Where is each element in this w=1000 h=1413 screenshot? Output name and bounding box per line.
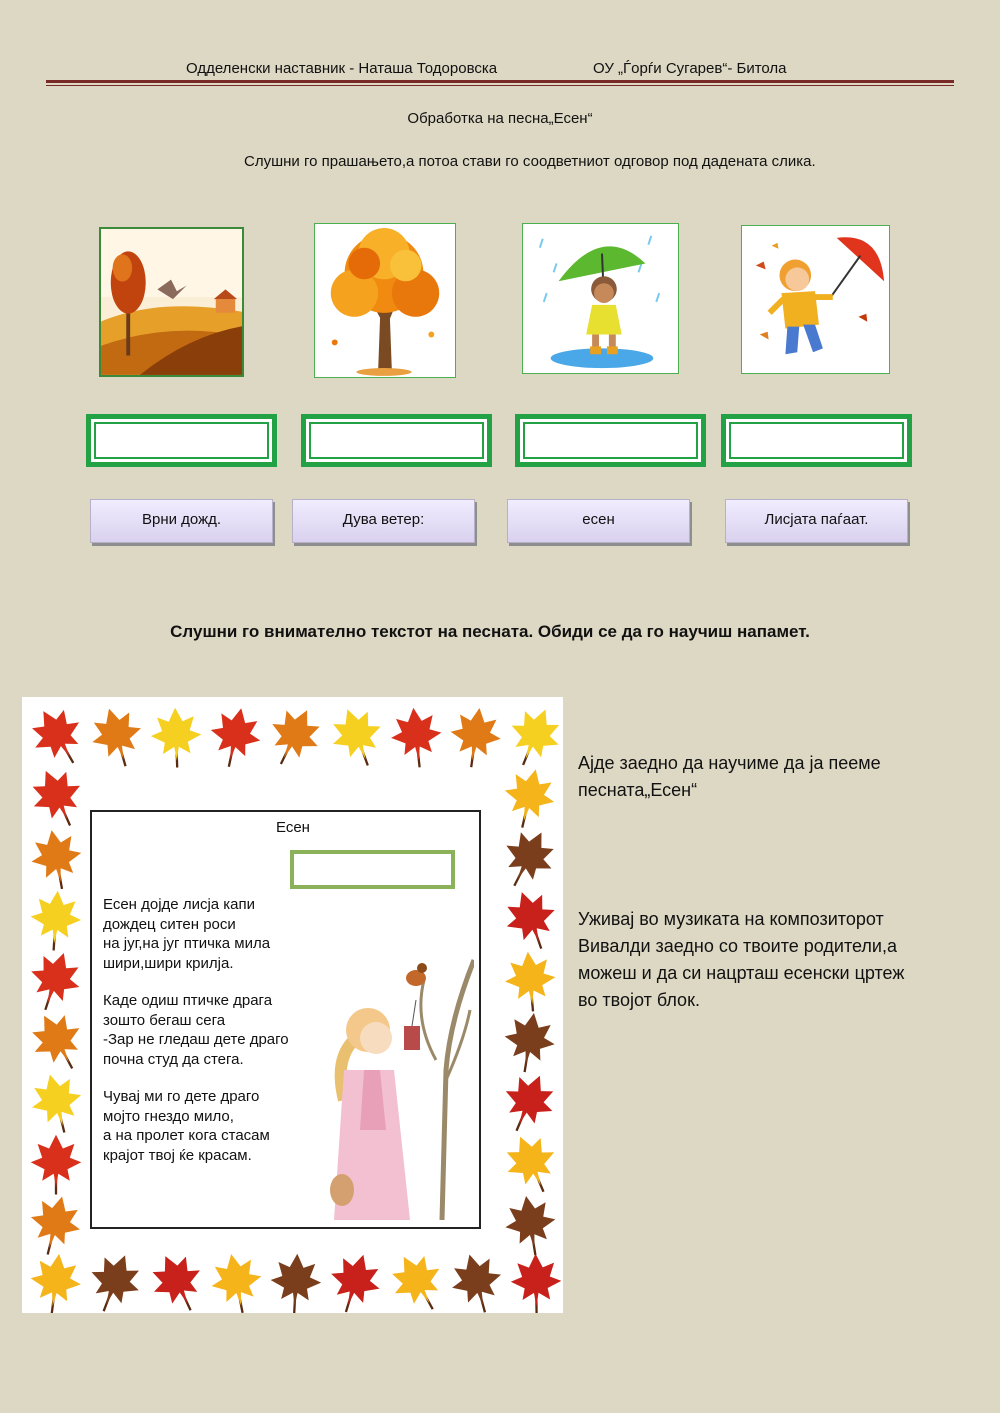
poem-line: -Зар не гледаш дете драго xyxy=(103,1031,289,1048)
girl-umbrella-rain-icon xyxy=(523,224,678,373)
picture-autumn-tree xyxy=(314,223,456,378)
answer-box-2[interactable] xyxy=(301,414,492,467)
autumn-landscape-icon xyxy=(101,229,242,375)
maple-leaf-icon xyxy=(80,1246,149,1313)
maple-leaf-icon xyxy=(445,1248,509,1313)
maple-leaf-icon xyxy=(500,1009,559,1076)
maple-leaf-icon xyxy=(498,764,561,834)
answer-box-1[interactable] xyxy=(86,414,277,467)
poem-line: почна студ да стега. xyxy=(103,1050,244,1068)
maple-leaf-icon xyxy=(27,1251,85,1313)
poem-line: дождец ситен роси xyxy=(103,915,236,933)
maple-leaf-icon xyxy=(269,1252,323,1313)
maple-leaf-icon xyxy=(23,1190,87,1260)
maple-leaf-icon xyxy=(500,700,563,774)
poem-line: Есен дојде лисја капи xyxy=(103,896,256,913)
maple-leaf-icon xyxy=(388,705,445,770)
answer-box-3[interactable] xyxy=(515,414,706,467)
header-rule xyxy=(46,80,954,83)
maple-leaf-icon xyxy=(503,950,559,1014)
poem-line: Каде одиш птичке драга xyxy=(103,992,273,1009)
maple-leaf-icon xyxy=(497,1127,563,1202)
maple-leaf-icon xyxy=(142,1245,213,1313)
maple-leaf-icon xyxy=(22,1004,95,1081)
poem-answer-box[interactable] xyxy=(290,850,455,889)
header-rule-thin xyxy=(46,85,954,86)
poem-stanza-3 xyxy=(103,1087,270,1165)
maple-leaf-icon xyxy=(382,1245,455,1313)
teacher-name: Одделенски наставник - Наташа Тодоровска xyxy=(186,60,498,77)
maple-leaf-icon xyxy=(493,1066,563,1141)
maple-leaf-icon xyxy=(25,1068,89,1138)
maple-leaf-icon xyxy=(27,826,87,894)
poem-line: мојто гнездо мило, xyxy=(103,1107,234,1125)
poem-stanza-1 xyxy=(103,895,270,973)
poem-line: на југ,на југ птичка мила xyxy=(103,935,271,952)
maple-leaf-icon xyxy=(501,1192,560,1259)
maple-leaf-icon xyxy=(85,702,150,773)
maple-leaf-icon xyxy=(31,1135,82,1195)
picture-girl-rain xyxy=(522,223,679,374)
side-text-sing-together: Ајде заедно да научиме да ја пееме песната„Есен“ xyxy=(578,753,881,800)
school-name: ОУ „Ѓорѓи Сугарев“- Битола xyxy=(593,60,787,77)
autumn-tree-icon xyxy=(315,224,455,377)
page-header xyxy=(48,58,954,78)
maple-leaf-icon xyxy=(498,884,563,957)
picture-boy-wind xyxy=(741,225,890,374)
maple-leaf-icon xyxy=(22,698,95,775)
maple-leaf-icon xyxy=(150,707,203,769)
maple-leaf-icon xyxy=(23,761,94,836)
maple-leaf-icon xyxy=(22,945,88,1018)
picture-autumn-landscape xyxy=(99,227,244,377)
poem-title: Есен xyxy=(276,819,310,836)
worksheet-instruction: Слушни го прашањето,а потоа стави го соодветниот одговор под дадената слика. xyxy=(244,153,816,170)
maple-leaf-icon xyxy=(446,704,504,770)
side-text-vivaldi: Уживај во музиката на композиторот Вивалди заедно со твоите родители,а можеш и да си нацрташ есенски цртеж во твојот блок. xyxy=(578,909,905,1010)
girl-with-bird-illustration-icon xyxy=(324,920,474,1220)
answer-box-4[interactable] xyxy=(721,414,912,467)
poem-line: Чувај ми го дете драго xyxy=(103,1088,260,1105)
maple-leaf-icon xyxy=(510,1253,562,1313)
poem-line: шири,шири крилја. xyxy=(103,954,234,972)
maple-leaf-icon xyxy=(28,889,83,952)
answer-option-leaves[interactable]: Лисјата паѓаат. xyxy=(725,499,908,543)
answer-option-wind[interactable]: Дува ветер: xyxy=(292,499,475,543)
poem-line: крајот твој ќе красам. xyxy=(103,1146,252,1164)
maple-leaf-icon xyxy=(206,1249,267,1313)
maple-leaf-icon xyxy=(258,699,330,775)
answer-option-rain[interactable]: Врни дожд. xyxy=(90,499,273,543)
maple-leaf-icon xyxy=(322,1247,388,1313)
answer-option-autumn[interactable]: есен xyxy=(507,499,690,543)
poem-line: зошто бегаш сега xyxy=(103,1011,226,1029)
poem-line: а на пролет кога стасам xyxy=(103,1127,270,1144)
maple-leaf-icon xyxy=(492,821,563,897)
poem-stanza-2 xyxy=(103,991,289,1069)
boy-umbrella-wind-icon xyxy=(742,226,889,373)
maple-leaf-icon xyxy=(324,701,392,774)
maple-leaf-icon xyxy=(204,703,266,772)
song-heading: Слушни го внимателно текстот на песната. Обиди се да го научиш напамет. xyxy=(170,622,810,641)
worksheet-title: Обработка на песна„Есен“ xyxy=(407,110,593,127)
